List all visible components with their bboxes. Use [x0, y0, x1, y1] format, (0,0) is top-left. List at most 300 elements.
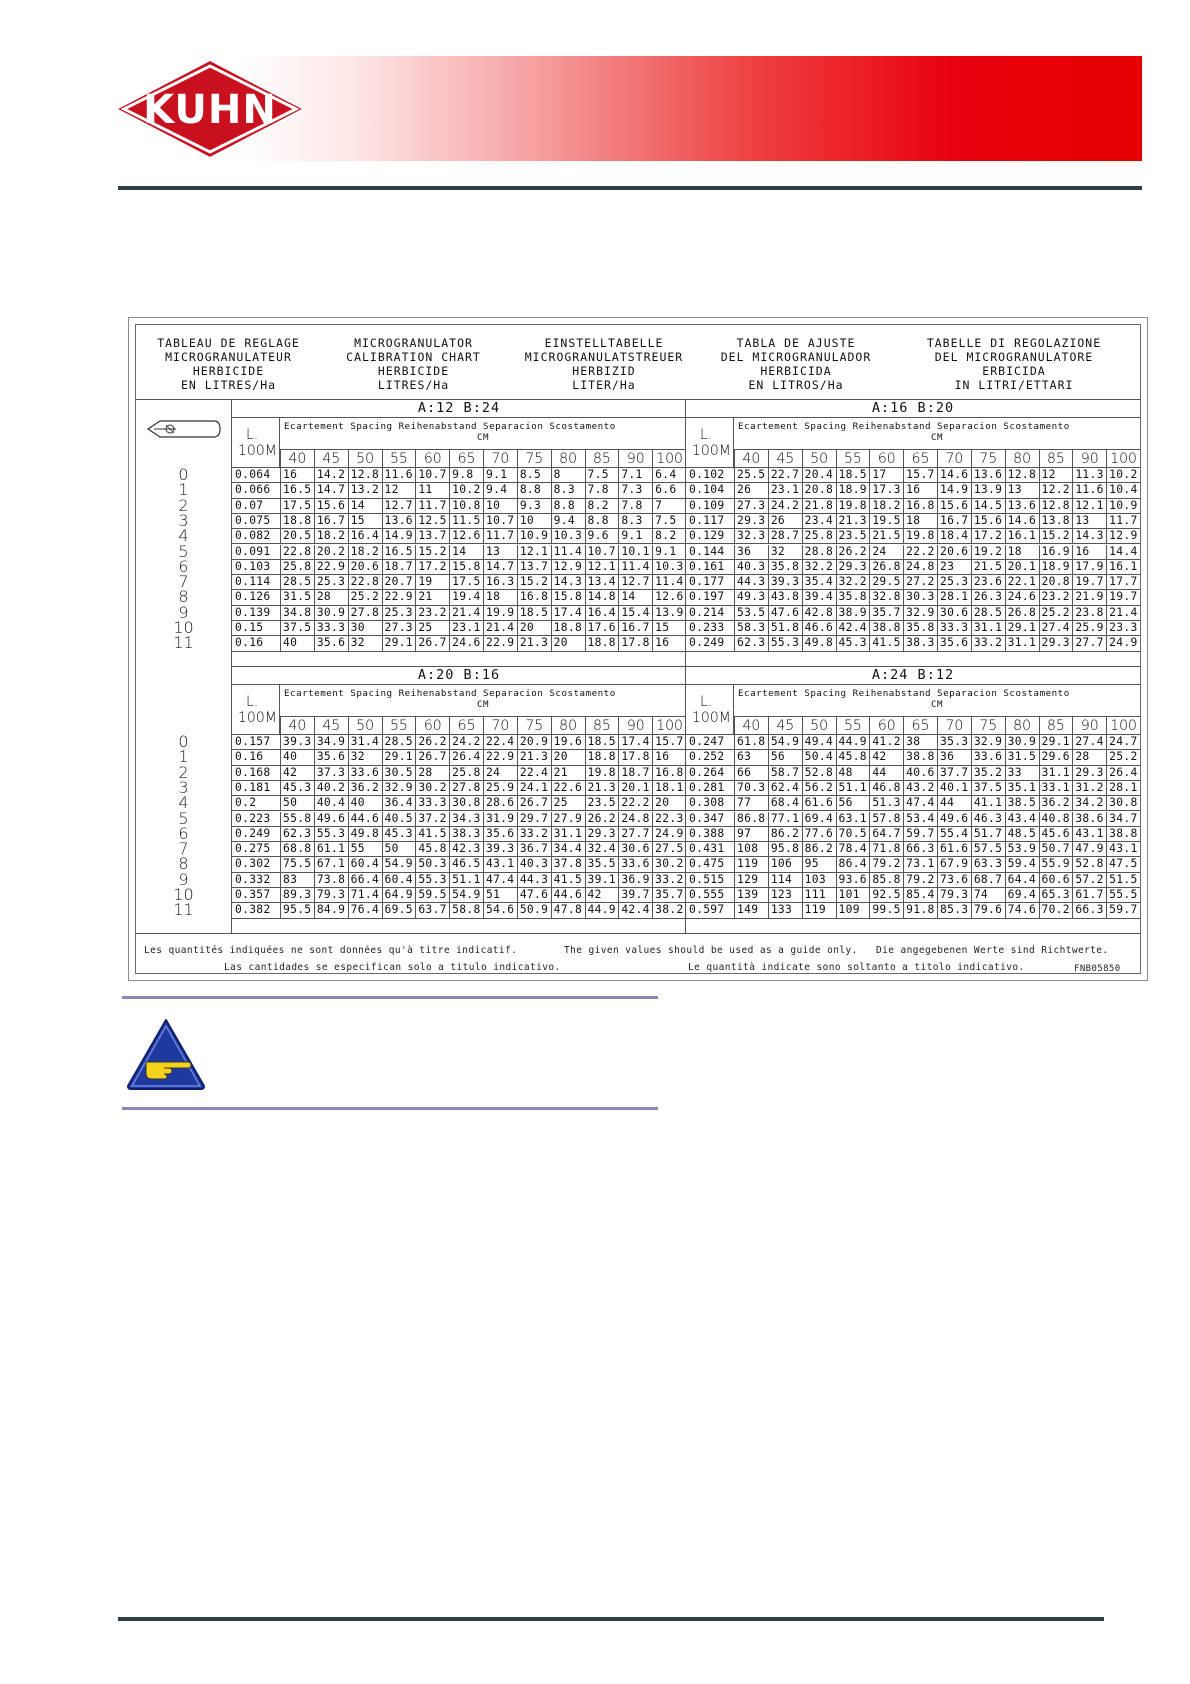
rate-value: 17.9	[1072, 560, 1106, 574]
rate-value: 55.9	[1039, 857, 1073, 871]
rate-value: 39.4	[802, 590, 836, 604]
rate-value: 31.5	[1005, 750, 1039, 764]
rate-value: 30.5	[382, 766, 416, 780]
rate-value: 28.1	[1106, 781, 1140, 795]
rate-value: 18	[1005, 545, 1039, 559]
rate-value: 37.8	[551, 857, 585, 871]
rate-value: 27.8	[449, 781, 483, 795]
rate-value: 11.6	[382, 468, 416, 482]
level-label: 3	[178, 777, 189, 797]
rate-value: 42.3	[449, 842, 483, 856]
rate-value: 35.4	[802, 575, 836, 589]
rate-value: 29.6	[1039, 750, 1073, 764]
l-label: L.	[246, 694, 259, 710]
level-label: 1	[178, 480, 189, 500]
spacing-header: 60	[415, 450, 449, 468]
rate-value: 33.6	[971, 750, 1005, 764]
rate-value: 20	[652, 796, 686, 810]
table-row	[686, 514, 1140, 529]
rate-value: 66.3	[903, 842, 937, 856]
rate-value: 15.2	[1039, 529, 1073, 543]
table-row	[232, 750, 686, 765]
rate-value: 67.1	[314, 857, 348, 871]
rate-value: 76.4	[348, 903, 382, 917]
rate-value: 15	[348, 514, 382, 528]
rate-value: 56	[768, 750, 802, 764]
spacing-header: 50	[348, 450, 382, 468]
rate-value: 39.3	[483, 842, 517, 856]
rate-value: 7.5	[585, 468, 619, 482]
middle-divider	[231, 666, 1140, 667]
rate-value: 16.7	[618, 621, 652, 635]
rate-value: 12.1	[585, 560, 619, 574]
litres-value: 0.223	[235, 811, 271, 825]
rate-value: 35.8	[903, 621, 937, 635]
table-row	[232, 529, 686, 544]
rate-value: 30.2	[415, 781, 449, 795]
rate-value: 12.6	[652, 590, 686, 604]
rate-value: 45.3	[280, 781, 314, 795]
rate-value: 42	[280, 766, 314, 780]
rate-value: 53.5	[734, 606, 768, 620]
rate-value: 25.8	[280, 560, 314, 574]
rate-value: 16.8	[903, 499, 937, 513]
rate-value: 59.7	[1106, 903, 1140, 917]
calibration-chart	[128, 317, 1148, 981]
rate-value: 23.8	[1072, 606, 1106, 620]
rate-value: 26.4	[449, 750, 483, 764]
rate-value: 36	[734, 545, 768, 559]
data-grid	[686, 467, 1140, 650]
rate-value: 59.5	[415, 888, 449, 902]
spacing-header: 50	[348, 717, 382, 735]
rate-value: 23.3	[1106, 621, 1140, 635]
spacing-unit: CM	[476, 432, 490, 443]
spacing-header: 45	[768, 450, 802, 468]
rate-value: 63.3	[971, 857, 1005, 871]
rate-value: 47.8	[551, 903, 585, 917]
rate-value: 129	[734, 873, 768, 887]
rate-value: 52.8	[1072, 857, 1106, 871]
table-row	[232, 545, 686, 560]
l-label: L.	[246, 427, 259, 443]
rate-value: 57.2	[1072, 873, 1106, 887]
rate-value: 25.2	[1039, 606, 1073, 620]
litres-value: 0.177	[689, 575, 725, 589]
rate-value: 13.6	[1005, 499, 1039, 513]
rate-value: 17.3	[869, 483, 903, 497]
rate-value: 61.6	[802, 796, 836, 810]
rate-value: 95.5	[280, 903, 314, 917]
table-row	[686, 483, 1140, 498]
rate-value: 14.9	[937, 483, 971, 497]
litres-per-100m-cell	[232, 417, 280, 467]
rate-value: 10.3	[652, 560, 686, 574]
rate-value: 31.1	[971, 621, 1005, 635]
rate-value: 51.8	[768, 621, 802, 635]
spacing-header: 40	[280, 717, 314, 735]
rate-value: 9.1	[652, 545, 686, 559]
spacing-header: 40	[280, 450, 314, 468]
rate-value: 26.7	[415, 636, 449, 650]
rate-value: 41.5	[551, 873, 585, 887]
rate-value: 29.3	[734, 514, 768, 528]
rate-value: 47.4	[903, 796, 937, 810]
rate-value: 91.8	[903, 903, 937, 917]
spacing-header: 90	[618, 450, 652, 468]
table-row	[232, 827, 686, 842]
rate-value: 33.1	[1039, 781, 1073, 795]
rate-value: 58.7	[768, 766, 802, 780]
rate-value: 26.8	[869, 560, 903, 574]
rate-value: 27.9	[551, 812, 585, 826]
rate-value: 22.9	[314, 560, 348, 574]
rate-value: 149	[734, 903, 768, 917]
rate-value: 9.1	[618, 529, 652, 543]
rate-value: 21	[551, 766, 585, 780]
spacing-header: 80	[1005, 450, 1039, 468]
rate-value: 17.5	[449, 575, 483, 589]
rate-value: 71.8	[869, 842, 903, 856]
level-label: 10	[173, 885, 194, 904]
spacing-header: 100	[652, 717, 686, 735]
rate-value: 56	[836, 796, 870, 810]
rate-value: 18.5	[585, 735, 619, 749]
rate-value: 16.1	[1005, 529, 1039, 543]
rate-value: 44.9	[836, 735, 870, 749]
rate-value: 85.8	[869, 873, 903, 887]
table-row	[232, 499, 686, 514]
table-row	[686, 766, 1140, 781]
rate-value: 119	[802, 903, 836, 917]
rate-value: 59.7	[903, 827, 937, 841]
spacing-header: 85	[585, 450, 619, 468]
rate-value: 47.4	[483, 873, 517, 887]
rate-value: 51.7	[971, 827, 1005, 841]
table-row	[686, 903, 1140, 918]
spacing-header: 60	[869, 717, 903, 735]
footnote-es: Las cantidades se especifican solo a titulo indicativo.	[224, 962, 561, 973]
rate-value: 19.8	[903, 529, 937, 543]
spacing-caption	[280, 417, 686, 449]
rate-value: 85.3	[937, 903, 971, 917]
rate-value: 84.9	[314, 903, 348, 917]
rate-value: 25.3	[382, 606, 416, 620]
rate-value: 15.8	[551, 590, 585, 604]
spacing-header: 90	[618, 717, 652, 735]
l-unit: 100M	[692, 710, 731, 726]
rate-value: 24.6	[1005, 590, 1039, 604]
rate-value: 79.2	[869, 857, 903, 871]
rate-value: 7.8	[585, 483, 619, 497]
rate-value: 32.2	[836, 575, 870, 589]
rate-value: 10.8	[449, 499, 483, 513]
l-label: L.	[700, 694, 713, 710]
rate-value: 46.5	[449, 857, 483, 871]
document-reference: FNB05850	[1074, 964, 1121, 974]
rate-value: 35.6	[937, 636, 971, 650]
rate-value: 24.2	[449, 735, 483, 749]
spacing-unit: CM	[930, 699, 944, 710]
rate-value: 22.9	[382, 590, 416, 604]
rate-value: 11.7	[1106, 514, 1140, 528]
rate-value: 68.7	[971, 873, 1005, 887]
rate-value: 61.8	[734, 735, 768, 749]
rate-value: 44	[869, 766, 903, 780]
rate-value: 10.9	[1106, 499, 1140, 513]
rate-value: 15	[652, 621, 686, 635]
rate-value: 28.5	[382, 735, 416, 749]
spacing-header: 85	[1039, 717, 1073, 735]
rate-value: 44.6	[551, 888, 585, 902]
rate-value: 11.4	[652, 575, 686, 589]
litres-value: 0.252	[689, 750, 725, 764]
rate-value: 26.8	[1005, 606, 1039, 620]
rate-value: 33.2	[517, 827, 551, 841]
spacing-header: 100	[652, 450, 686, 468]
rate-value: 21.9	[1072, 590, 1106, 604]
note-bottom-rule	[122, 1107, 658, 1110]
rate-value: 16.4	[585, 606, 619, 620]
spacing-header: 55	[836, 450, 870, 468]
rate-value: 14	[449, 545, 483, 559]
rate-value: 123	[768, 888, 802, 902]
rate-value: 28.5	[971, 606, 1005, 620]
rate-value: 23.2	[1039, 590, 1073, 604]
table-row	[686, 842, 1140, 857]
litres-value: 0.431	[689, 842, 725, 856]
rate-value: 68.8	[280, 842, 314, 856]
litres-value: 0.066	[235, 483, 271, 497]
rate-value: 24.7	[1106, 735, 1140, 749]
rate-value: 29.1	[1005, 621, 1039, 635]
rate-value: 29.1	[382, 636, 416, 650]
rate-value: 44.6	[348, 812, 382, 826]
rate-value: 14.3	[551, 575, 585, 589]
litres-value: 0.114	[235, 575, 271, 589]
rate-value: 17.7	[1106, 575, 1140, 589]
rate-value: 30.9	[314, 606, 348, 620]
litres-value: 0.102	[689, 468, 725, 481]
rate-value: 10.1	[618, 545, 652, 559]
litres-value: 0.144	[689, 544, 725, 558]
rate-value: 21.3	[517, 636, 551, 650]
footer-rule	[118, 1617, 1104, 1621]
rate-value: 55.3	[314, 827, 348, 841]
rate-value: 19.8	[585, 766, 619, 780]
spacing-header: 45	[314, 717, 348, 735]
rate-value: 27.5	[652, 842, 686, 856]
l-unit: 100M	[238, 443, 277, 459]
rate-value: 86.4	[836, 857, 870, 871]
spacing-header: 90	[1072, 450, 1106, 468]
table-row	[686, 857, 1140, 872]
table-row	[232, 590, 686, 605]
rate-value: 17.4	[551, 606, 585, 620]
rate-value: 54.9	[449, 888, 483, 902]
rate-value: 25.3	[937, 575, 971, 589]
rate-value: 44.3	[734, 575, 768, 589]
rate-value: 47.6	[768, 606, 802, 620]
rate-value: 12.5	[415, 514, 449, 528]
rate-value: 31.1	[551, 827, 585, 841]
rate-value: 28	[1072, 750, 1106, 764]
level-label: 4	[178, 526, 189, 546]
rate-value: 18	[483, 590, 517, 604]
rate-value: 79.2	[903, 873, 937, 887]
rate-value: 109	[836, 903, 870, 917]
rate-value: 70.2	[1039, 903, 1073, 917]
rate-value: 33.2	[652, 873, 686, 887]
rate-value: 58.8	[449, 903, 483, 917]
table-row	[686, 606, 1140, 621]
litres-value: 0.157	[235, 735, 271, 748]
rate-value: 25.9	[1072, 621, 1106, 635]
rate-value: 18.2	[348, 545, 382, 559]
rate-value: 40	[280, 636, 314, 650]
rate-value: 43.2	[903, 781, 937, 795]
rate-value: 35.6	[314, 750, 348, 764]
rate-value: 38	[903, 735, 937, 749]
litres-value: 0.104	[689, 483, 725, 497]
gauge-icon	[146, 418, 222, 440]
rate-value: 12.8	[1039, 499, 1073, 513]
rate-value: 33.3	[314, 621, 348, 635]
rate-value: 53.4	[903, 812, 937, 826]
rate-value: 10.2	[449, 483, 483, 497]
rate-value: 27.8	[348, 606, 382, 620]
chart-titles	[136, 325, 1140, 400]
spacing-header: 80	[551, 717, 585, 735]
rate-value: 20.1	[1005, 560, 1039, 574]
litres-value: 0.275	[235, 842, 271, 856]
rate-value: 70.5	[836, 827, 870, 841]
rate-value: 42.4	[618, 903, 652, 917]
rate-value: 22.9	[483, 750, 517, 764]
rate-value: 39.3	[280, 735, 314, 749]
rate-value: 29.3	[1072, 766, 1106, 780]
rate-value: 106	[768, 857, 802, 871]
rate-value: 8.5	[517, 468, 551, 482]
rate-value: 33.3	[937, 621, 971, 635]
rate-value: 16.5	[382, 545, 416, 559]
rate-value: 20	[517, 621, 551, 635]
level-label: 6	[178, 556, 189, 576]
rate-value: 21.4	[449, 606, 483, 620]
rate-value: 93.6	[836, 873, 870, 887]
rate-value: 32.2	[802, 560, 836, 574]
rate-value: 51.1	[836, 781, 870, 795]
spacing-header: 55	[382, 717, 416, 735]
rate-value: 79.3	[314, 888, 348, 902]
rate-value: 36.7	[517, 842, 551, 856]
rate-value: 30.3	[903, 590, 937, 604]
rate-value: 20	[551, 636, 585, 650]
rate-value: 14	[618, 590, 652, 604]
rate-value: 17.2	[415, 560, 449, 574]
rate-value: 29.1	[1039, 735, 1073, 749]
rate-value: 69.4	[1005, 888, 1039, 902]
rate-value: 23.5	[585, 796, 619, 810]
rate-value: 42.4	[836, 621, 870, 635]
rate-value: 26.2	[836, 545, 870, 559]
rate-value: 22.6	[551, 781, 585, 795]
rate-value: 35.3	[937, 735, 971, 749]
footnote-en: The given values should be used as a guide only.	[564, 945, 858, 956]
table-row	[232, 514, 686, 529]
rate-value: 99.5	[869, 903, 903, 917]
rate-value: 25.2	[348, 590, 382, 604]
rate-value: 114	[768, 873, 802, 887]
rate-value: 27.4	[1039, 621, 1073, 635]
rate-value: 27.2	[903, 575, 937, 589]
rate-value: 40	[348, 796, 382, 810]
rate-value: 49.6	[937, 812, 971, 826]
table-row	[232, 781, 686, 796]
spacing-header: 75	[971, 717, 1005, 735]
block-header: A:20 B:16	[232, 667, 686, 685]
rate-value: 21.3	[585, 781, 619, 795]
header-rule	[118, 186, 1142, 190]
rate-value: 30.9	[1005, 735, 1039, 749]
rate-value: 46.6	[802, 621, 836, 635]
footnote-de: Die angegebenen Werte sind Richtwerte.	[876, 945, 1109, 956]
litres-value: 0.197	[689, 590, 725, 604]
rate-value: 15.6	[314, 499, 348, 513]
rate-value: 25.8	[802, 529, 836, 543]
spacing-header: 40	[734, 717, 768, 735]
rate-value: 14.4	[1106, 545, 1140, 559]
rate-value: 18	[903, 514, 937, 528]
rate-value: 18.2	[314, 529, 348, 543]
rate-value: 40	[280, 750, 314, 764]
rate-value: 31.4	[348, 735, 382, 749]
table-row	[686, 575, 1140, 590]
rate-value: 55.4	[937, 827, 971, 841]
block-header: A:12 B:24	[232, 400, 686, 418]
rate-value: 119	[734, 857, 768, 871]
rate-value: 47.6	[517, 888, 551, 902]
rate-value: 20.4	[802, 468, 836, 482]
level-label: 11	[173, 900, 194, 920]
rate-value: 36.4	[382, 796, 416, 810]
rate-value: 35.7	[652, 888, 686, 902]
block-header: A:24 B:12	[686, 667, 1140, 685]
rate-value: 32.4	[585, 842, 619, 856]
rate-value: 6.6	[652, 483, 686, 497]
rate-value: 70.3	[734, 781, 768, 795]
pointing-hand-warning-icon	[124, 1016, 208, 1092]
spacing-header: 80	[551, 450, 585, 468]
rate-value: 62.3	[280, 827, 314, 841]
rate-value: 31.9	[483, 812, 517, 826]
rate-value: 8.8	[585, 514, 619, 528]
rate-value: 30.6	[618, 842, 652, 856]
rate-value: 51	[483, 888, 517, 902]
rate-value: 71.4	[348, 888, 382, 902]
rate-value: 133	[768, 903, 802, 917]
table-row	[232, 812, 686, 827]
rate-value: 29.7	[517, 812, 551, 826]
rate-value: 52.8	[802, 766, 836, 780]
rate-value: 50.4	[802, 750, 836, 764]
table-row	[232, 621, 686, 636]
title-de: EINSTELLTABELLE MICROGRANULATSTREUER HERBIZID LITER/Ha	[524, 336, 684, 392]
rate-value: 13.2	[348, 483, 382, 497]
spacing-header: 85	[1039, 450, 1073, 468]
table-row	[686, 796, 1140, 811]
rate-value: 37.7	[937, 766, 971, 780]
